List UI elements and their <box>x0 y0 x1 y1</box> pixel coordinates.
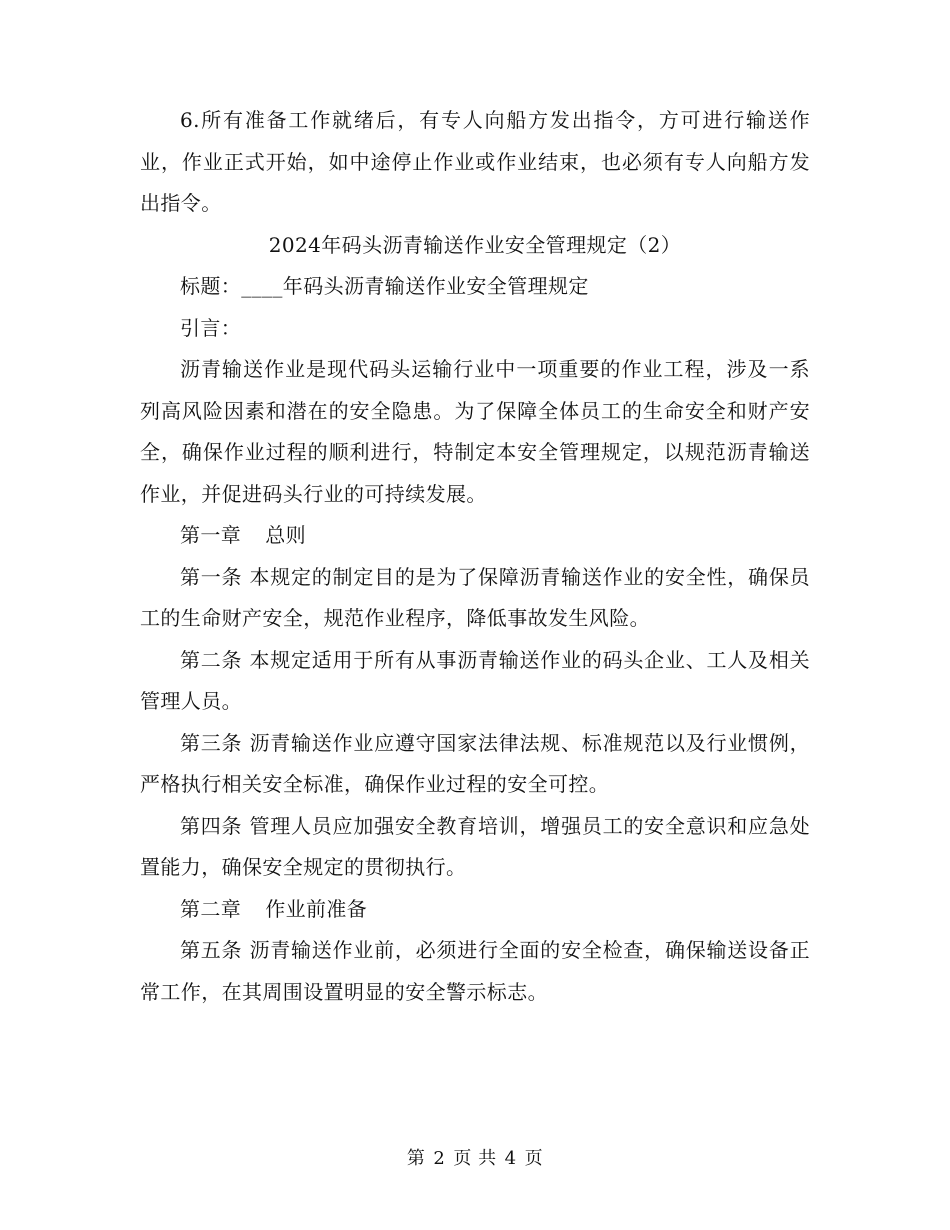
chapter-heading-2 <box>140 889 810 931</box>
chapter-name: 作业前准备 <box>265 896 368 921</box>
footer-prefix: 第 <box>406 1148 426 1169</box>
paragraph-introduction: 沥青输送作业是现代码头运输行业中一项重要的作业工程，涉及一系列高风险因素和潜在的安全隐患。为了保障全体员工的生命安全和财产安全，确保作业过程的顺利进行，特制定本安全管理规定，以规范沥青输送作业，并促进码头行业的可持续发展。 <box>140 357 810 506</box>
chapter-number: 第一章 <box>180 523 242 547</box>
paragraph-instruction-6: 6.所有准备工作就绪后，有专人向船方发出指令，方可进行输送作业，作业正式开始，如中途停止作业或作业结束，也必须有专人向船方发出指令。 <box>140 108 810 215</box>
page-footer <box>0 1147 950 1171</box>
section-title: 2024年码头沥青输送作业安全管理规定（2） <box>268 232 682 257</box>
page-number-current: 2 <box>433 1148 446 1169</box>
article-1: 第一条 本规定的制定目的是为了保障沥青输送作业的安全性，确保员工的生命财产安全，规范作业程序，降低事故发生风险。 <box>140 564 810 630</box>
article-5: 第五条 沥青输送作业前，必须进行全面的安全检查，确保输送设备正常工作，在其周围设置明显的安全警示标志。 <box>140 938 810 1004</box>
document-body <box>140 100 810 1013</box>
article-3: 第三条 沥青输送作业应遵守国家法律法规、标准规范以及行业惯例，严格执行相关安全标准，确保作业过程的安全可控。 <box>140 730 810 796</box>
article-2: 第二条 本规定适用于所有从事沥青输送作业的码头企业、工人及相关管理人员。 <box>140 647 810 713</box>
footer-middle: 页 共 <box>453 1148 497 1169</box>
paragraph-heading-label: 标题：____年码头沥青输送作业安全管理规定 <box>180 274 589 298</box>
paragraph-intro-label: 引言： <box>180 315 242 340</box>
page-number-total: 4 <box>504 1148 517 1169</box>
chapter-heading-1 <box>140 515 810 557</box>
chapter-number: 第二章 <box>180 896 242 921</box>
footer-suffix: 页 <box>524 1148 544 1169</box>
chapter-name: 总则 <box>265 523 307 547</box>
article-4: 第四条 管理人员应加强安全教育培训，增强员工的安全意识和应急处置能力，确保安全规定的贯彻执行。 <box>140 813 810 879</box>
